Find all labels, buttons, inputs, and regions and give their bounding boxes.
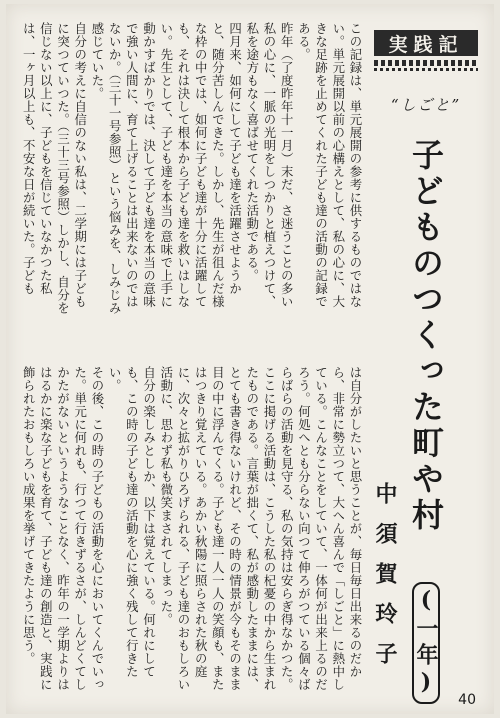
page	[6, 4, 494, 714]
author-name: 中須賀玲子	[372, 482, 398, 682]
paragraph: 昨年（了度昨年十一月）末だ、さ迷うことの多い私の心に、一脈の光明をしつかりと植えつけて、私を途方もなく喜ばせてくれた活動である。	[244, 22, 295, 308]
page-number: 40	[458, 692, 476, 708]
paragraph: 自分の楽しみとしか、以下は覚えている。何れにしても、この時の子ども達の活動を心に強く残して行きたい。	[107, 366, 157, 678]
body-text-bottom	[21, 366, 364, 698]
paragraph: 自分の考えに自信のない私は、二学期には子どもに突つていつた。（三十三号参照）しかし、自分を信じない以上に、子どもを信じていなかつた私は、一ヶ月以上も、不安な日が続いた。子ども	[21, 22, 88, 315]
section-label: 実践記	[374, 30, 478, 56]
article-title-text: 子どものつくった町や村	[407, 138, 445, 534]
ornament-band	[374, 60, 478, 66]
ornament-band-small	[374, 68, 478, 71]
paragraph: その後、この時の子どもの活動を心においてくんでいった。単元に何れも、行つて行きずるさが、しんどくてしかたがないというようなことなく、昨年の一学期よりははるかに楽な子どもを育て、子ども達の創造と、実践に飾られたおもしろい成果を挙げてきたように思う。	[21, 366, 105, 691]
paragraph: 四月来、如何にして子ども達を活躍させようかと、随分苦しんできた。しかし、先生が徂んだ様な枠の中では、如何に子ども達が十分に活躍しても、それは決して根本から子ども達を救いはしない。先生として、子ども達を本当の意味で上手に動かすばかりでは、決して子ども達を本当の意味で強い人間に、育て上げることは出来ないのではないか。（三十一号参照）という悩みを、しみじみ感じていた。	[89, 22, 243, 315]
paragraph: ここに掲げる活動は、こうした私の杞憂の中から生まれたものである。言葉が拙くて、私が感動したままには、とても書き得ないけれど、その時の情景が今もそのまま目の中に浮んでくる。子ども達一人一人の笑顔も、またはつきり覚えている。あかい秋陽に照らされた秋の庭に、次々と拡がりひろげられる、子ども達のおもしろい活動に、思わず私も微笑まされてしまった。	[158, 366, 277, 691]
grade-badge: (一年)	[412, 582, 440, 704]
article-title	[407, 138, 445, 704]
paragraph: この記録は、単元展開の参考に供するものではない。単元展開以前の心構えとして、私の心に、大きな足跡を止めてくれた子ども達の活動の記録である。	[296, 22, 363, 308]
body-text-top	[21, 22, 364, 320]
paragraph: は自分がしたいと思うことが、毎日毎日出来るのだから、非常に勢立つて、大へん喜んで「しごと」に熱中している。こんなことをしていて、一体何が出来上るのだろう。何処へとも分らない向つて伸ろがつている個々ばらばらの活動を見守る、私の気持は安らぎ得なかつた。	[279, 366, 363, 691]
subtitle: “しごと”	[390, 96, 462, 114]
